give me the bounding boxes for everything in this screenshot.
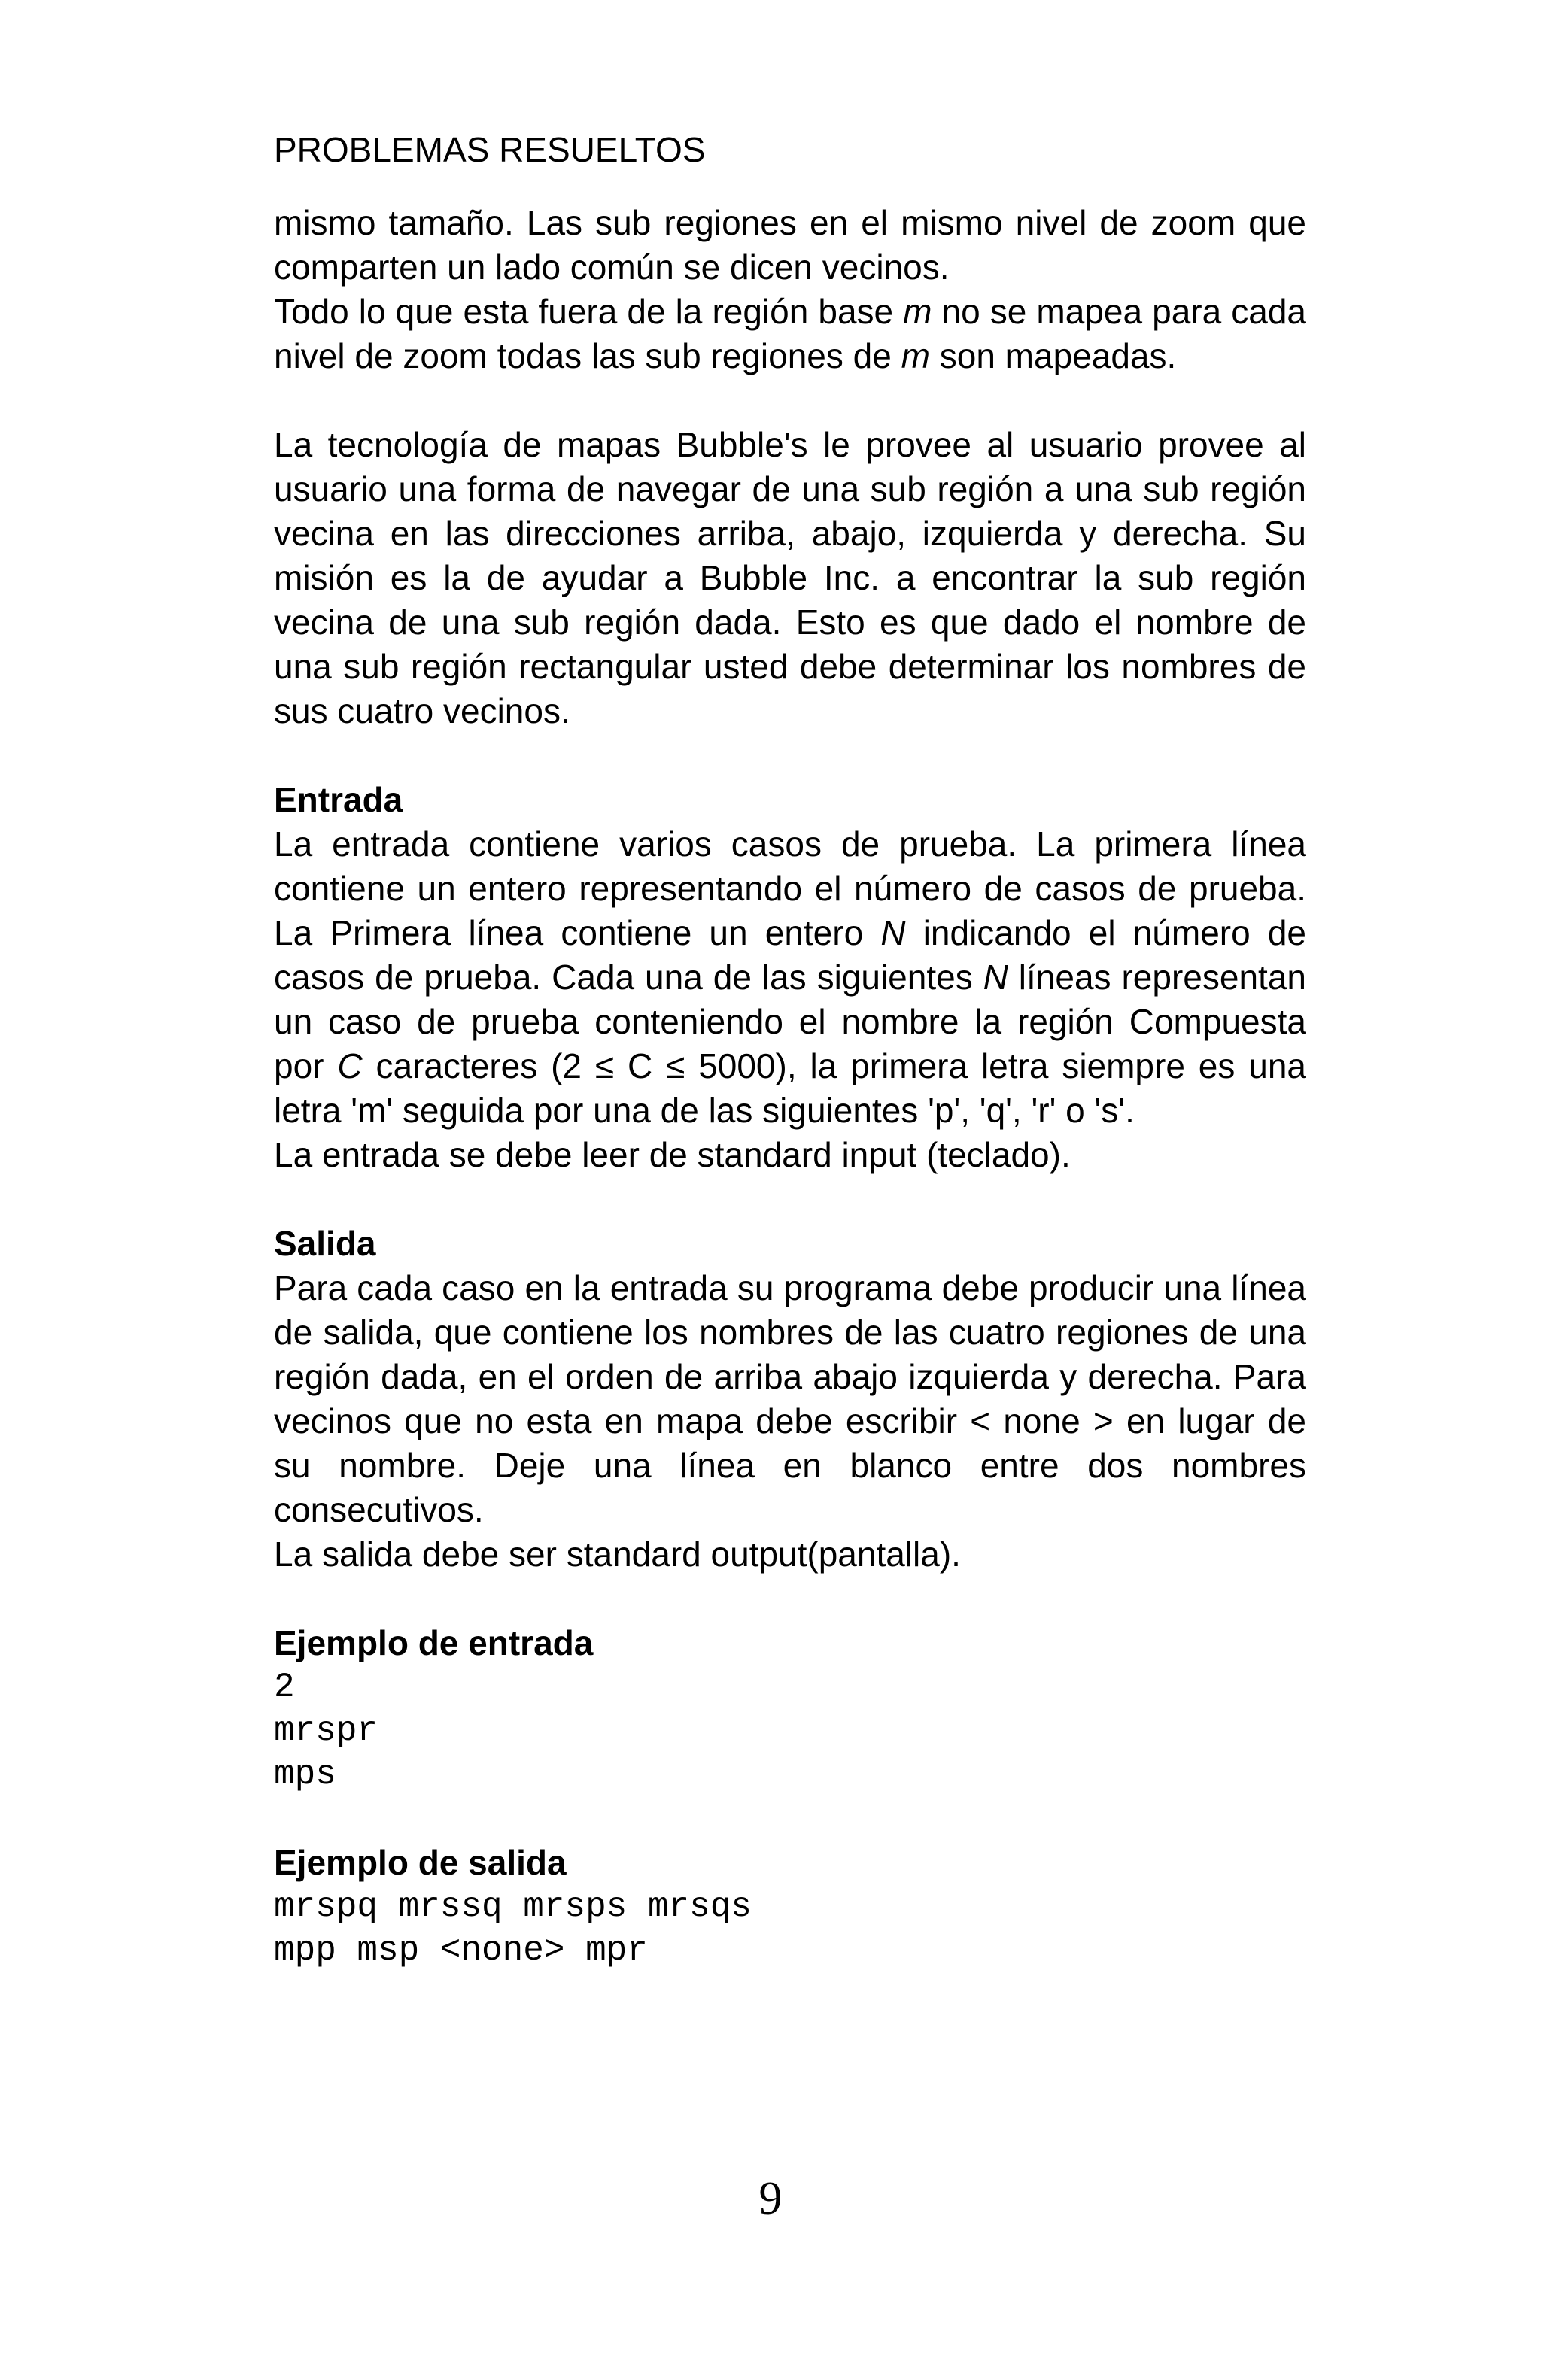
salida-note: La salida debe ser standard output(pantalla). bbox=[274, 1535, 961, 1574]
intro-text: Todo lo que esta fuera de la región base bbox=[274, 292, 904, 331]
variable-c: C bbox=[337, 1046, 363, 1085]
salida-paragraph: Para cada caso en la entrada su programa debe producir una línea de salida, que contiene los nombres de las cuatro regiones de una región dada, en el orden de arriba abajo izquierda y derecha. Para vecinos que no esta en mapa debe escribir < none > en lugar de su nombre. Deje una línea en blanco entre dos nombres consecutivos. bbox=[274, 1268, 1306, 1529]
page-number: 9 bbox=[758, 2173, 783, 2224]
entrada-text: indicando el número de casos de prueba. Cada una de las siguientes bbox=[274, 913, 1306, 997]
variable-n: N bbox=[880, 913, 906, 952]
ejemplo-entrada-line: mps bbox=[274, 1755, 336, 1794]
intro-text: no se mapea para cada nivel de zoom todas las sub regiones de bbox=[274, 292, 1306, 375]
intro-paragraph-2: La tecnología de mapas Bubble's le provee al usuario provee al usuario una forma de navegar de una sub región a una sub región vecina en las direcciones arriba, abajo, izquierda y derecha. Su misión es la de ayudar a Bubble Inc. a encontrar la sub región vecina de una sub región dada. Esto es que dado el nombre de una sub región rectangular usted debe determinar los nombres de sus cuatro vecinos. bbox=[274, 425, 1306, 730]
ejemplo-entrada-line: 2 bbox=[274, 1668, 295, 1707]
entrada-paragraph bbox=[274, 822, 1306, 1133]
variable-n: N bbox=[983, 958, 1008, 997]
intro-text: son mapeadas. bbox=[929, 336, 1177, 375]
entrada-text: caracteres (2 ≤ C ≤ 5000), la primera letra siempre es una letra 'm' seguida por una de las siguientes 'p', 'q', 'r' o 's'. bbox=[274, 1046, 1306, 1130]
ejemplo-salida-line: mpp msp <none> mpr bbox=[274, 1931, 648, 1970]
salida-heading: Salida bbox=[274, 1224, 376, 1263]
variable-m: m bbox=[903, 292, 932, 331]
ejemplo-entrada-heading: Ejemplo de entrada bbox=[274, 1623, 594, 1662]
ejemplo-entrada-line: mrspr bbox=[274, 1711, 378, 1750]
ejemplo-salida-line: mrspq mrssq mrsps mrsqs bbox=[274, 1887, 752, 1926]
ejemplo-salida-heading: Ejemplo de salida bbox=[274, 1843, 567, 1882]
entrada-heading: Entrada bbox=[274, 780, 403, 819]
entrada-note: La entrada se debe leer de standard input (teclado). bbox=[274, 1135, 1071, 1174]
page-content bbox=[274, 128, 1306, 1972]
intro-paragraph-1a: mismo tamaño. Las sub regiones en el mismo nivel de zoom que comparten un lado común se dicen vecinos. bbox=[274, 203, 1306, 287]
running-header: PROBLEMAS RESUELTOS bbox=[274, 130, 706, 169]
entrada-text: líneas representan un caso de prueba conteniendo el nombre la región Compuesta por bbox=[274, 958, 1306, 1085]
entrada-text: La entrada contiene varios casos de prueba. La primera línea contiene un entero representando el número de casos de prueba. La Primera línea contiene un entero bbox=[274, 824, 1306, 952]
intro-paragraph-1b bbox=[274, 290, 1306, 378]
variable-m: m bbox=[901, 336, 930, 375]
